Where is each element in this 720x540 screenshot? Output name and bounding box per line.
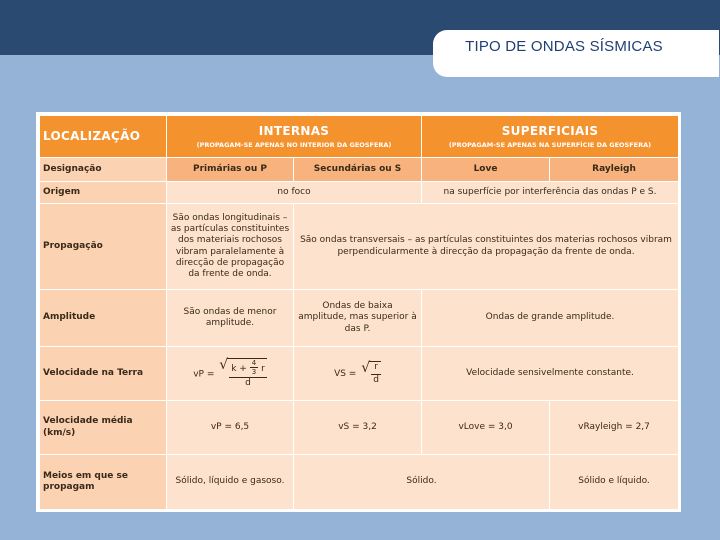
amplitude-s: Ondas de baixa amplitude, mas superior à das P. <box>294 290 422 347</box>
seismic-waves-table <box>39 115 679 510</box>
velocidade-superficiais: Velocidade sensivelmente constante. <box>422 347 679 401</box>
label-meios: Meios em que se propagam <box>40 455 167 510</box>
designacao-s: Secundárias ou S <box>294 158 422 182</box>
label-velocidade-media: Velocidade média (km/s) <box>40 401 167 455</box>
label-origem: Origem <box>40 182 167 204</box>
title-box <box>433 30 719 77</box>
propagacao-rest: São ondas transversais – as partículas constituintes dos materias rochosos vibram perpendicularmente à direcção da propagação da frente de onda. <box>294 204 679 290</box>
row-velocidade-media <box>40 401 679 455</box>
header-superficiais: SUPERFICIAIS (PROPAGAM-SE APENAS NA SUPERFÍCIE DA GEOSFERA) <box>422 116 679 158</box>
row-amplitude <box>40 290 679 347</box>
formula-vs: VS = √ $\frac{r}{d}$ <box>294 347 422 401</box>
velocidade-media-rayleigh: vRayleigh = 2,7 <box>550 401 679 455</box>
header-internas: INTERNAS (PROPAGAM-SE APENAS NO INTERIOR DA GEOSFERA) <box>167 116 422 158</box>
row-meios <box>40 455 679 510</box>
seismic-waves-table-frame <box>36 112 681 512</box>
label-designacao: Designação <box>40 158 167 182</box>
velocidade-media-love: vLove = 3,0 <box>422 401 550 455</box>
meios-p: Sólido, líquido e gasoso. <box>167 455 294 510</box>
formula-vp: vP = √ k + $\frac{4}{3}$ r d <box>167 347 294 401</box>
meios-rayleigh: Sólido e líquido. <box>550 455 679 510</box>
designacao-love: Love <box>422 158 550 182</box>
row-propagacao <box>40 204 679 290</box>
amplitude-p: São ondas de menor amplitude. <box>167 290 294 347</box>
header-row <box>40 116 679 158</box>
origem-internas: no foco <box>167 182 422 204</box>
velocidade-media-p: vP = 6,5 <box>167 401 294 455</box>
row-velocidade <box>40 347 679 401</box>
amplitude-superficiais: Ondas de grande amplitude. <box>422 290 679 347</box>
row-origem <box>40 182 679 204</box>
propagacao-p: São ondas longitudinais – as partículas constituintes dos materiais rochosos vibram paralelamente à direcção de propagação da frente de onda. <box>167 204 294 290</box>
meios-s-love: Sólido. <box>294 455 550 510</box>
velocidade-media-s: vS = 3,2 <box>294 401 422 455</box>
label-amplitude: Amplitude <box>40 290 167 347</box>
label-propagacao: Propagação <box>40 204 167 290</box>
origem-superficiais: na superfície por interferência das ondas P e S. <box>422 182 679 204</box>
designacao-rayleigh: Rayleigh <box>550 158 679 182</box>
row-designacao <box>40 158 679 182</box>
header-localizacao: LOCALIZAÇÃO <box>40 116 167 158</box>
designacao-p: Primárias ou P <box>167 158 294 182</box>
label-velocidade: Velocidade na Terra <box>40 347 167 401</box>
slide-title: TIPO DE ONDAS SÍSMICAS <box>465 38 663 55</box>
